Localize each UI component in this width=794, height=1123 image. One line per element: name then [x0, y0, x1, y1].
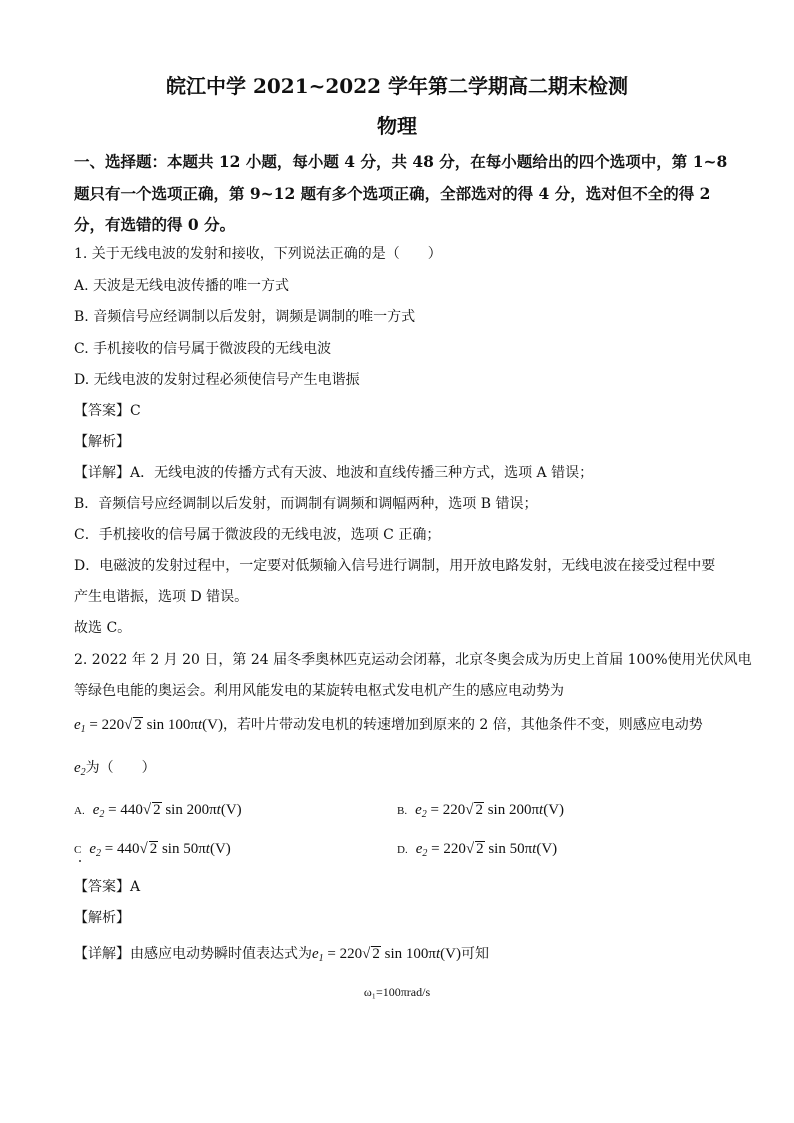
- stray-dot: [79, 860, 81, 862]
- q2-stem-line2: 等绿色电能的奥运会。利用风能发电的某旋转电枢式发电机产生的感应电动势为: [74, 683, 564, 699]
- q1-option-c: C. 手机接收的信号属于微波段的无线电波: [74, 341, 332, 357]
- document-title: 皖江中学 2021~2022 学年第二学期高二期末检测: [165, 74, 628, 98]
- q1-option-b: B. 音频信号应经调制以后发射，调频是调制的唯一方式: [74, 309, 416, 325]
- q2-stem-line4: $e_2$为（ ）: [74, 760, 156, 778]
- q2-omega-result: ω₁=100πrad/s: [363, 985, 431, 999]
- q1-detail-d-line2: 产生电谐振，选项 D 错误。: [74, 589, 249, 605]
- q2-symbol-e2: $e_2$: [74, 760, 86, 778]
- q1-detail-c: C．手机接收的信号属于微波段的无线电波，选项 C 正确；: [74, 527, 441, 543]
- q1-option-a: A. 天波是无线电波传播的唯一方式: [74, 278, 290, 294]
- q2-option-b: B. $e_2 = 220√$ 2 sin 200πt(V): [397, 802, 565, 820]
- q2-answer: 【答案】A: [74, 879, 141, 895]
- q2-stem-line1: 2. 2022 年 2 月 20 日，第 24 届冬季奥林匹克运动会闭幕，北京冬奥会成为历史上首届 100%使用光伏风电: [74, 652, 752, 668]
- section-instructions-line2: 题只有一个选项正确，第 9~12 题有多个选项正确，全部选对的得 4 分，选对但不全的得 2: [74, 184, 711, 203]
- q1-analysis-label: 【解析】: [74, 434, 130, 450]
- q1-conclusion: 故选 C。: [74, 620, 132, 636]
- q2-stem-line3: $e_1 = 220√$ 2 sin 100πt(V)，若叶片带动发电机的转速增加到原来的 2 倍，其他条件不变，则感应电动势: [74, 717, 703, 735]
- q1-detail-a: 【详解】A．无线电波的传播方式有天波、地波和直线传播三种方式，选项 A 错误；: [74, 465, 594, 481]
- q1-answer: 【答案】C: [74, 403, 141, 419]
- subject-title: 物理: [377, 114, 417, 138]
- q2-equation-e1: $e_1 = 220√$ 2 sin 100πt(V): [74, 717, 223, 735]
- section-instructions-line3: 分，有选错的得 0 分。: [74, 215, 236, 234]
- q1-option-d: D. 无线电波的发射过程必须使信号产生电谐振: [74, 372, 360, 388]
- q2-option-c: C $e_2 = 440√$ 2 sin 50πt(V): [74, 841, 231, 859]
- q2-detail-equation: $e_1 = 220√$ 2 sin 100πt(V): [312, 946, 461, 964]
- q2-option-d: D. $e_2 = 220√$ 2 sin 50πt(V): [397, 841, 558, 859]
- q1-detail-b: B．音频信号应经调制以后发射，而调制有调频和调幅两种，选项 B 错误；: [74, 496, 538, 512]
- q2-analysis-label: 【解析】: [74, 910, 130, 926]
- q2-option-a: A. $e_2 = 440√$ 2 sin 200πt(V): [74, 802, 242, 820]
- q1-stem: 1. 关于无线电波的发射和接收，下列说法正确的是（ ）: [74, 246, 442, 262]
- q1-detail-d-line1: D．电磁波的发射过程中，一定要对低频输入信号进行调制，用开放电路发射，无线电波在接受过程中要: [74, 558, 716, 574]
- q2-detail: 【详解】由感应电动势瞬时值表达式为$e_1 = 220√$ 2 sin 100πt(V)可知: [74, 946, 489, 964]
- section-instructions-line1: 一、选择题：本题共 12 小题，每小题 4 分，共 48 分，在每小题给出的四个选项中，第 1~8: [74, 152, 728, 171]
